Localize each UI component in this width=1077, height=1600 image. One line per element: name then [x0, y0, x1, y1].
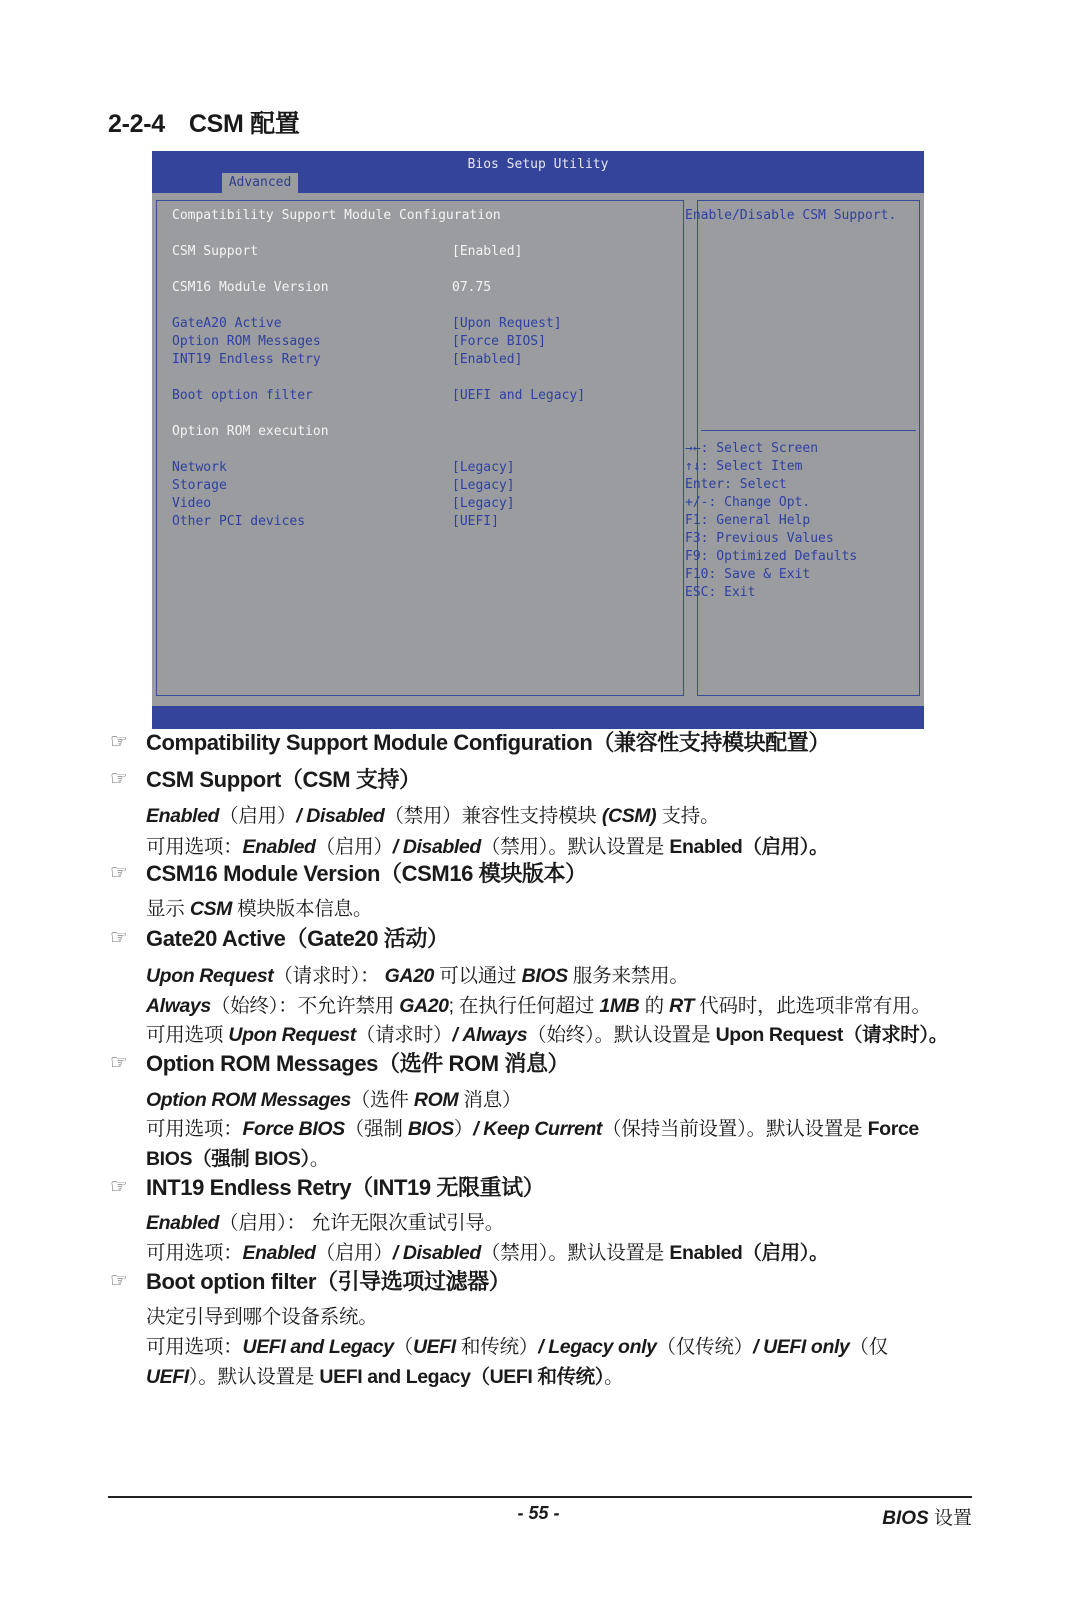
bios-setting-label[interactable]: INT19 Endless Retry — [172, 352, 321, 367]
pointing-hand-icon: ☞ — [110, 1050, 128, 1074]
bios-setting-value[interactable]: [Legacy] — [452, 460, 515, 475]
bios-setting-value[interactable]: [Force BIOS] — [452, 334, 546, 349]
section-number: 2-2-4 — [108, 110, 165, 138]
bios-setting-value[interactable]: 07.75 — [452, 280, 492, 295]
int19-desc: Enabled（启用）： 允许无限次重试引导。 — [146, 1212, 505, 1234]
bios-setting-label[interactable]: Option ROM Messages — [172, 334, 321, 349]
section-title — [108, 104, 300, 140]
bios-setting-value[interactable]: [Enabled] — [452, 352, 523, 367]
option-rom-options: 可用选项：Force BIOS（强制 BIOS）/ Keep Current（保持当前设置）。默认设置是 Force — [146, 1118, 919, 1140]
pointing-hand-icon: ☞ — [110, 860, 128, 884]
heading-option-rom: Option ROM Messages（选件 ROM 消息） — [146, 1051, 570, 1076]
help-key-line: ESC: Exit — [685, 585, 756, 600]
bios-setting-value[interactable]: [UEFI and Legacy] — [452, 388, 586, 403]
help-key-line: +/-: Change Opt. — [685, 495, 811, 510]
gate20-desc1: Upon Request（请求时）： GA20 可以通过 BIOS 服务来禁用。 — [146, 965, 689, 987]
csm-support-options: 可用选项：Enabled（启用）/ Disabled（禁用）。默认设置是 Enabled（启用）。 — [146, 836, 829, 858]
pointing-hand-icon: ☞ — [110, 729, 128, 753]
bios-setting-value[interactable]: [UEFI] — [452, 514, 499, 529]
tab-advanced[interactable]: Advanced — [222, 173, 298, 193]
bios-setting-label[interactable]: Boot option filter — [172, 388, 313, 403]
bios-setting-value[interactable]: [Enabled] — [452, 244, 523, 259]
heading-csm-support: CSM Support（CSM 支持） — [146, 767, 421, 792]
help-key-line: F10: Save & Exit — [685, 567, 811, 582]
bios-setting-label[interactable]: CSM16 Module Version — [172, 280, 329, 295]
option-rom-default: BIOS（强制 BIOS）。 — [146, 1148, 330, 1170]
help-divider — [701, 430, 916, 431]
help-key-line: F1: General Help — [685, 513, 811, 528]
boot-filter-desc: 决定引导到哪个设备系统。 — [146, 1306, 378, 1328]
csm-support-desc: Enabled（启用）/ Disabled（禁用）兼容性支持模块 (CSM) 支持。 — [146, 805, 720, 827]
bios-screenshot — [152, 151, 924, 729]
heading-int19: INT19 Endless Retry（INT19 无限重试） — [146, 1175, 545, 1200]
pointing-hand-icon: ☞ — [110, 1268, 128, 1292]
help-key-line: →←: Select Screen — [685, 441, 819, 456]
boot-filter-default: UEFI）。默认设置是 UEFI and Legacy（UEFI 和传统）。 — [146, 1366, 624, 1388]
bios-setting-value[interactable]: [Legacy] — [452, 496, 515, 511]
heading-gate20: Gate20 Active（Gate20 活动） — [146, 926, 449, 951]
help-key-line: Enter: Select — [685, 477, 787, 492]
option-rom-desc: Option ROM Messages（选件 ROM 消息） — [146, 1089, 522, 1111]
footer-rule — [108, 1496, 972, 1498]
bios-setting-label: Option ROM execution — [172, 424, 329, 439]
bios-setting-label[interactable]: Storage — [172, 478, 227, 493]
heading-csm-config: Compatibility Support Module Configuration（兼容性支持模块配置） — [146, 730, 830, 755]
page-number: - 55 - — [517, 1503, 560, 1523]
pointing-hand-icon: ☞ — [110, 766, 128, 790]
int19-options: 可用选项：Enabled（启用）/ Disabled（禁用）。默认设置是 Enabled（启用）。 — [146, 1242, 829, 1264]
bios-settings-panel — [156, 200, 684, 696]
csm16-desc: 显示 CSM 模块版本信息。 — [146, 898, 373, 920]
pointing-hand-icon: ☞ — [110, 925, 128, 949]
bios-setting-label[interactable]: GateA20 Active — [172, 316, 282, 331]
bios-setting-label[interactable]: Other PCI devices — [172, 514, 306, 529]
help-description: Enable/Disable CSM Support. — [685, 208, 897, 223]
bios-setting-label: Compatibility Support Module Configuration — [172, 208, 501, 223]
boot-filter-options: 可用选项：UEFI and Legacy（UEFI 和传统）/ Legacy only（仅传统）/ UEFI only（仅 — [146, 1336, 889, 1358]
heading-boot-filter: Boot option filter（引导选项过滤器） — [146, 1269, 511, 1294]
bios-setting-label[interactable]: CSM Support — [172, 244, 259, 259]
help-key-line: F3: Previous Values — [685, 531, 834, 546]
section-heading: CSM 配置 — [188, 110, 300, 138]
gate20-options: 可用选项 Upon Request（请求时）/ Always（始终）。默认设置是 Upon Request（请求时）。 — [146, 1024, 948, 1046]
bios-setting-label[interactable]: Network — [172, 460, 227, 475]
bios-title: Bios Setup Utility — [467, 157, 609, 172]
help-key-line: F9: Optimized Defaults — [685, 549, 858, 564]
heading-csm16: CSM16 Module Version（CSM16 模块版本） — [146, 861, 587, 886]
gate20-desc2: Always（始终）：不允许禁用 GA20; 在执行任何超过 1MB 的 RT 代码时，此选项非常有用。 — [146, 995, 931, 1017]
bios-setting-value[interactable]: [Legacy] — [452, 478, 515, 493]
bios-setting-value[interactable]: [Upon Request] — [452, 316, 562, 331]
bios-setting-label[interactable]: Video — [172, 496, 212, 511]
footer-chapter: BIOS 设置 — [882, 1508, 972, 1529]
pointing-hand-icon: ☞ — [110, 1174, 128, 1198]
help-key-line: ↑↓: Select Item — [685, 459, 803, 474]
